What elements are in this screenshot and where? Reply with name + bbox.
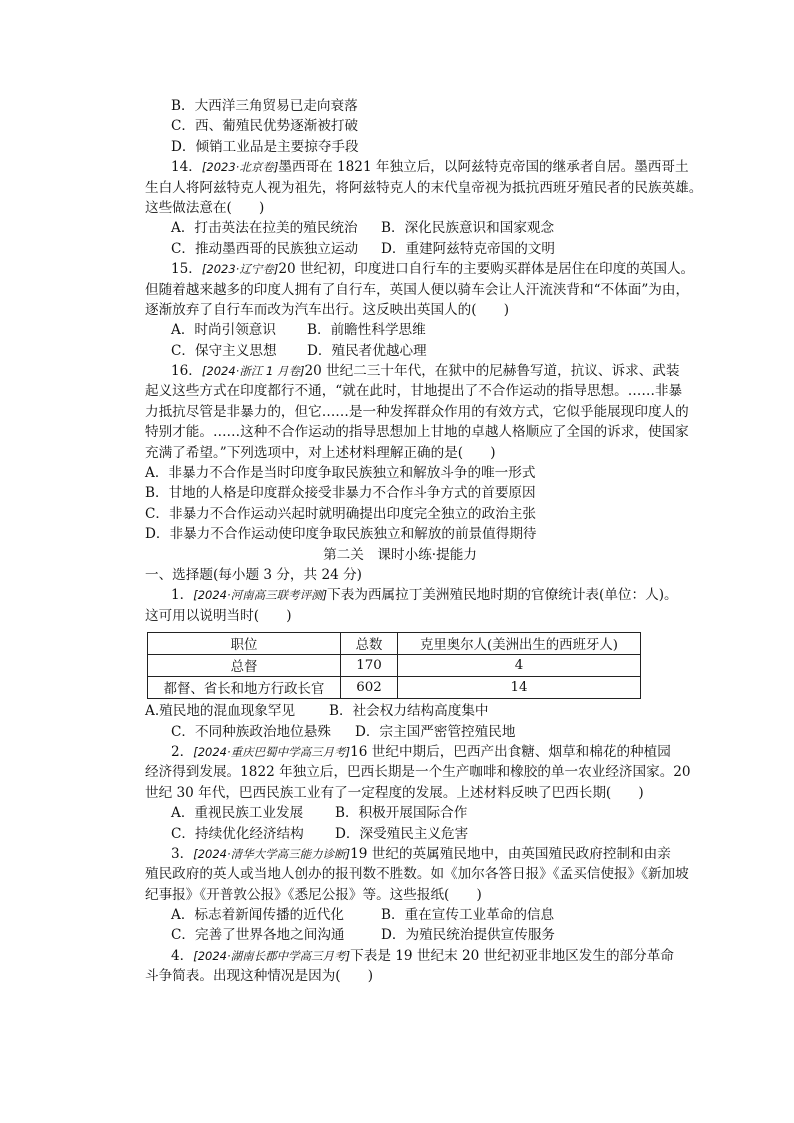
question-text: 特别才能。……这种不合作运动的指导思想加上甘地的卓越人格顺应了全国的诉求，使国家 [145, 424, 689, 441]
question-text: 世纪 30 年代，巴西民族工业有了一定程度的发展。上述材料反映了巴西长期( ) [145, 784, 644, 801]
option-b: B．重在宣传工业革命的信息 [381, 907, 555, 924]
option-line: B．大西洋三角贸易已走向衰落 [171, 98, 358, 114]
option-row [145, 701, 655, 721]
question-number: 16． [171, 363, 202, 380]
option-row [145, 341, 655, 361]
option-d: D．深受殖民主义危害 [335, 825, 469, 842]
question-source: [2024·重庆巴蜀中学高三月考] [193, 744, 351, 759]
option-b: B．积极开展国际合作 [335, 805, 468, 822]
option-a: A．打击英法在拉美的殖民统治 [171, 220, 358, 237]
option-row [145, 320, 655, 340]
option-d: D．殖民者优越心理 [307, 342, 427, 359]
question-text: 纪事报》《开普敦公报》《悉尼公报》等。这些报纸( ) [145, 886, 482, 903]
problem-4-first-line [145, 946, 674, 966]
question-text: 起义这些方式在印度都行不通，“就在此时，甘地提出了不合作运动的指导思想。……非暴 [145, 383, 683, 400]
question-source: [2024·湖南长郡中学高三月考] [193, 948, 351, 963]
option-b: B．深化民族意识和国家观念 [381, 220, 555, 237]
option-c: C．持续优化经济结构 [171, 825, 304, 842]
option-row [145, 722, 655, 742]
option-c: C．非暴力不合作运动兴起时就明确提出印度完全独立的政治主张 [145, 505, 537, 522]
option-c: C．完善了世界各地之间沟通 [171, 927, 345, 944]
option-row [145, 239, 655, 259]
table-header-row [148, 633, 641, 655]
question-text: 20 世纪初，印度进口自行车的主要购买群体是居住在印度的英国人。 [278, 261, 695, 278]
question-source: [2023·北京卷] [201, 160, 279, 175]
option-row [145, 218, 655, 238]
question-number: 4． [171, 947, 194, 964]
table-row [148, 655, 641, 677]
option-a: A．重视民族工业发展 [171, 805, 304, 822]
question-text: 生白人将阿兹特克人视为祖先，将阿兹特克人的末代皇帝视为抵抗西班牙殖民者的民族英雄。 [145, 179, 703, 196]
question-text: 下表是 19 世纪末 20 世纪初亚非地区发生的部分革命 [350, 947, 674, 964]
table-cell: 4 [398, 655, 641, 677]
part-heading: 一、选择题(每小题 3 分，共 24 分) [145, 566, 362, 583]
table-cell: 都督、省长和地方行政长官 [148, 677, 341, 699]
table-header: 克里奥尔人(美洲出生的西班牙人) [398, 633, 641, 655]
problem-1-first-line [145, 585, 678, 605]
table-header: 总数 [341, 633, 398, 655]
table-row [148, 677, 641, 699]
option-line: C．西、葡殖民优势逐渐被打破 [171, 118, 359, 135]
table-cell: 14 [398, 677, 641, 699]
option-b: B．甘地的人格是印度群众接受非暴力不合作斗争方式的首要原因 [145, 485, 536, 502]
question-text: 充满了希望。”下列选项中，对上述材料理解正确的是( ) [145, 444, 496, 461]
question-text: 逐渐放弃了自行车而改为汽车出行。这反映出英国人的( ) [145, 301, 510, 318]
page-content [145, 96, 703, 987]
question-number: 14． [171, 159, 202, 176]
question-text: 斗争简表。出现这种情况是因为( ) [145, 968, 374, 985]
section-title: 第二关 课时小练·提能力 [323, 546, 477, 563]
table-cell: 170 [341, 655, 398, 677]
question-text: 殖民政府的英人或当地人创办的报刊数不胜数。如《加尔各答日报》《孟买信使报》《新加坡 [145, 866, 689, 883]
table-cell: 总督 [148, 655, 341, 677]
question-source: [2024·浙江 1 月卷] [201, 364, 305, 379]
question-text: 20 世纪二三十年代，在狱中的尼赫鲁写道，抗议、诉求、武装 [304, 363, 680, 380]
question-15-first-line [145, 259, 695, 279]
question-source: [2024·河南高三联考评测] [193, 588, 328, 603]
question-text: 经济得到发展。1822 年独立后，巴西长期是一个生产咖啡和橡胶的单一农业经济国家。20 [145, 764, 691, 781]
question-14-first-line [145, 157, 689, 177]
question-text: 下表为西属拉丁美洲殖民地时期的官僚统计表(单位：人)。 [327, 587, 678, 604]
question-number: 2． [171, 743, 194, 760]
question-text: 但随着越来越多的印度人拥有了自行车，英国人便以骑车会让人汗流浃背和“不体面”为由， [145, 281, 690, 298]
option-a: A．时尚引领意识 [171, 322, 276, 339]
option-row [145, 905, 655, 925]
option-row [145, 824, 655, 844]
question-text: 力抵抗尽管是非暴力的，但它……是一种发挥群众作用的有效方式，它似乎能展现印度人的 [145, 403, 689, 420]
option-b: B．社会权力结构高度集中 [329, 703, 489, 720]
option-a: A．标志着新闻传播的近代化 [171, 907, 344, 924]
question-source: [2023·辽宁卷] [201, 262, 279, 277]
question-source: [2024·清华大学高三能力诊断] [193, 846, 351, 861]
option-d: D．重建阿兹特克帝国的文明 [381, 240, 556, 257]
question-number: 1． [171, 587, 194, 604]
question-text: 墨西哥在 1821 年独立后，以阿兹特克帝国的继承者自居。墨西哥土 [278, 159, 689, 176]
option-c: C．推动墨西哥的民族独立运动 [171, 240, 359, 257]
question-number: 3． [171, 845, 194, 862]
question-number: 15． [171, 261, 202, 278]
table-cell: 602 [341, 677, 398, 699]
option-a: A．非暴力不合作是当时印度争取民族独立和解放斗争的唯一形式 [145, 465, 536, 482]
option-c: C．不同种族政治地位悬殊 [171, 723, 331, 740]
problem-2-first-line [145, 742, 671, 762]
option-c: C．保守主义思想 [171, 342, 277, 359]
option-row [145, 925, 655, 945]
option-row [145, 803, 655, 823]
question-text: 这些做法意在( ) [145, 199, 265, 216]
option-d: D．非暴力不合作运动使印度争取民族独立和解放的前景值得期待 [145, 526, 537, 543]
question-text: 这可用以说明当时( ) [145, 607, 292, 624]
officials-table [147, 632, 641, 699]
option-b: B．前瞻性科学思维 [307, 322, 426, 339]
option-a: A.殖民地的混血现象罕见 [145, 703, 296, 720]
question-text: 16 世纪中期后，巴西产出食糖、烟草和棉花的种植园 [350, 743, 671, 760]
option-line: D．倾销工业品是主要掠夺手段 [171, 138, 359, 155]
option-d: D．宗主国严密管控殖民地 [355, 723, 516, 740]
problem-3-first-line [145, 844, 671, 864]
option-d: D．为殖民统治提供宣传服务 [381, 927, 556, 944]
table-header: 职位 [148, 633, 341, 655]
question-16-first-line [145, 361, 680, 381]
question-text: 19 世纪的英属殖民地中，由英国殖民政府控制和由亲 [350, 845, 671, 862]
